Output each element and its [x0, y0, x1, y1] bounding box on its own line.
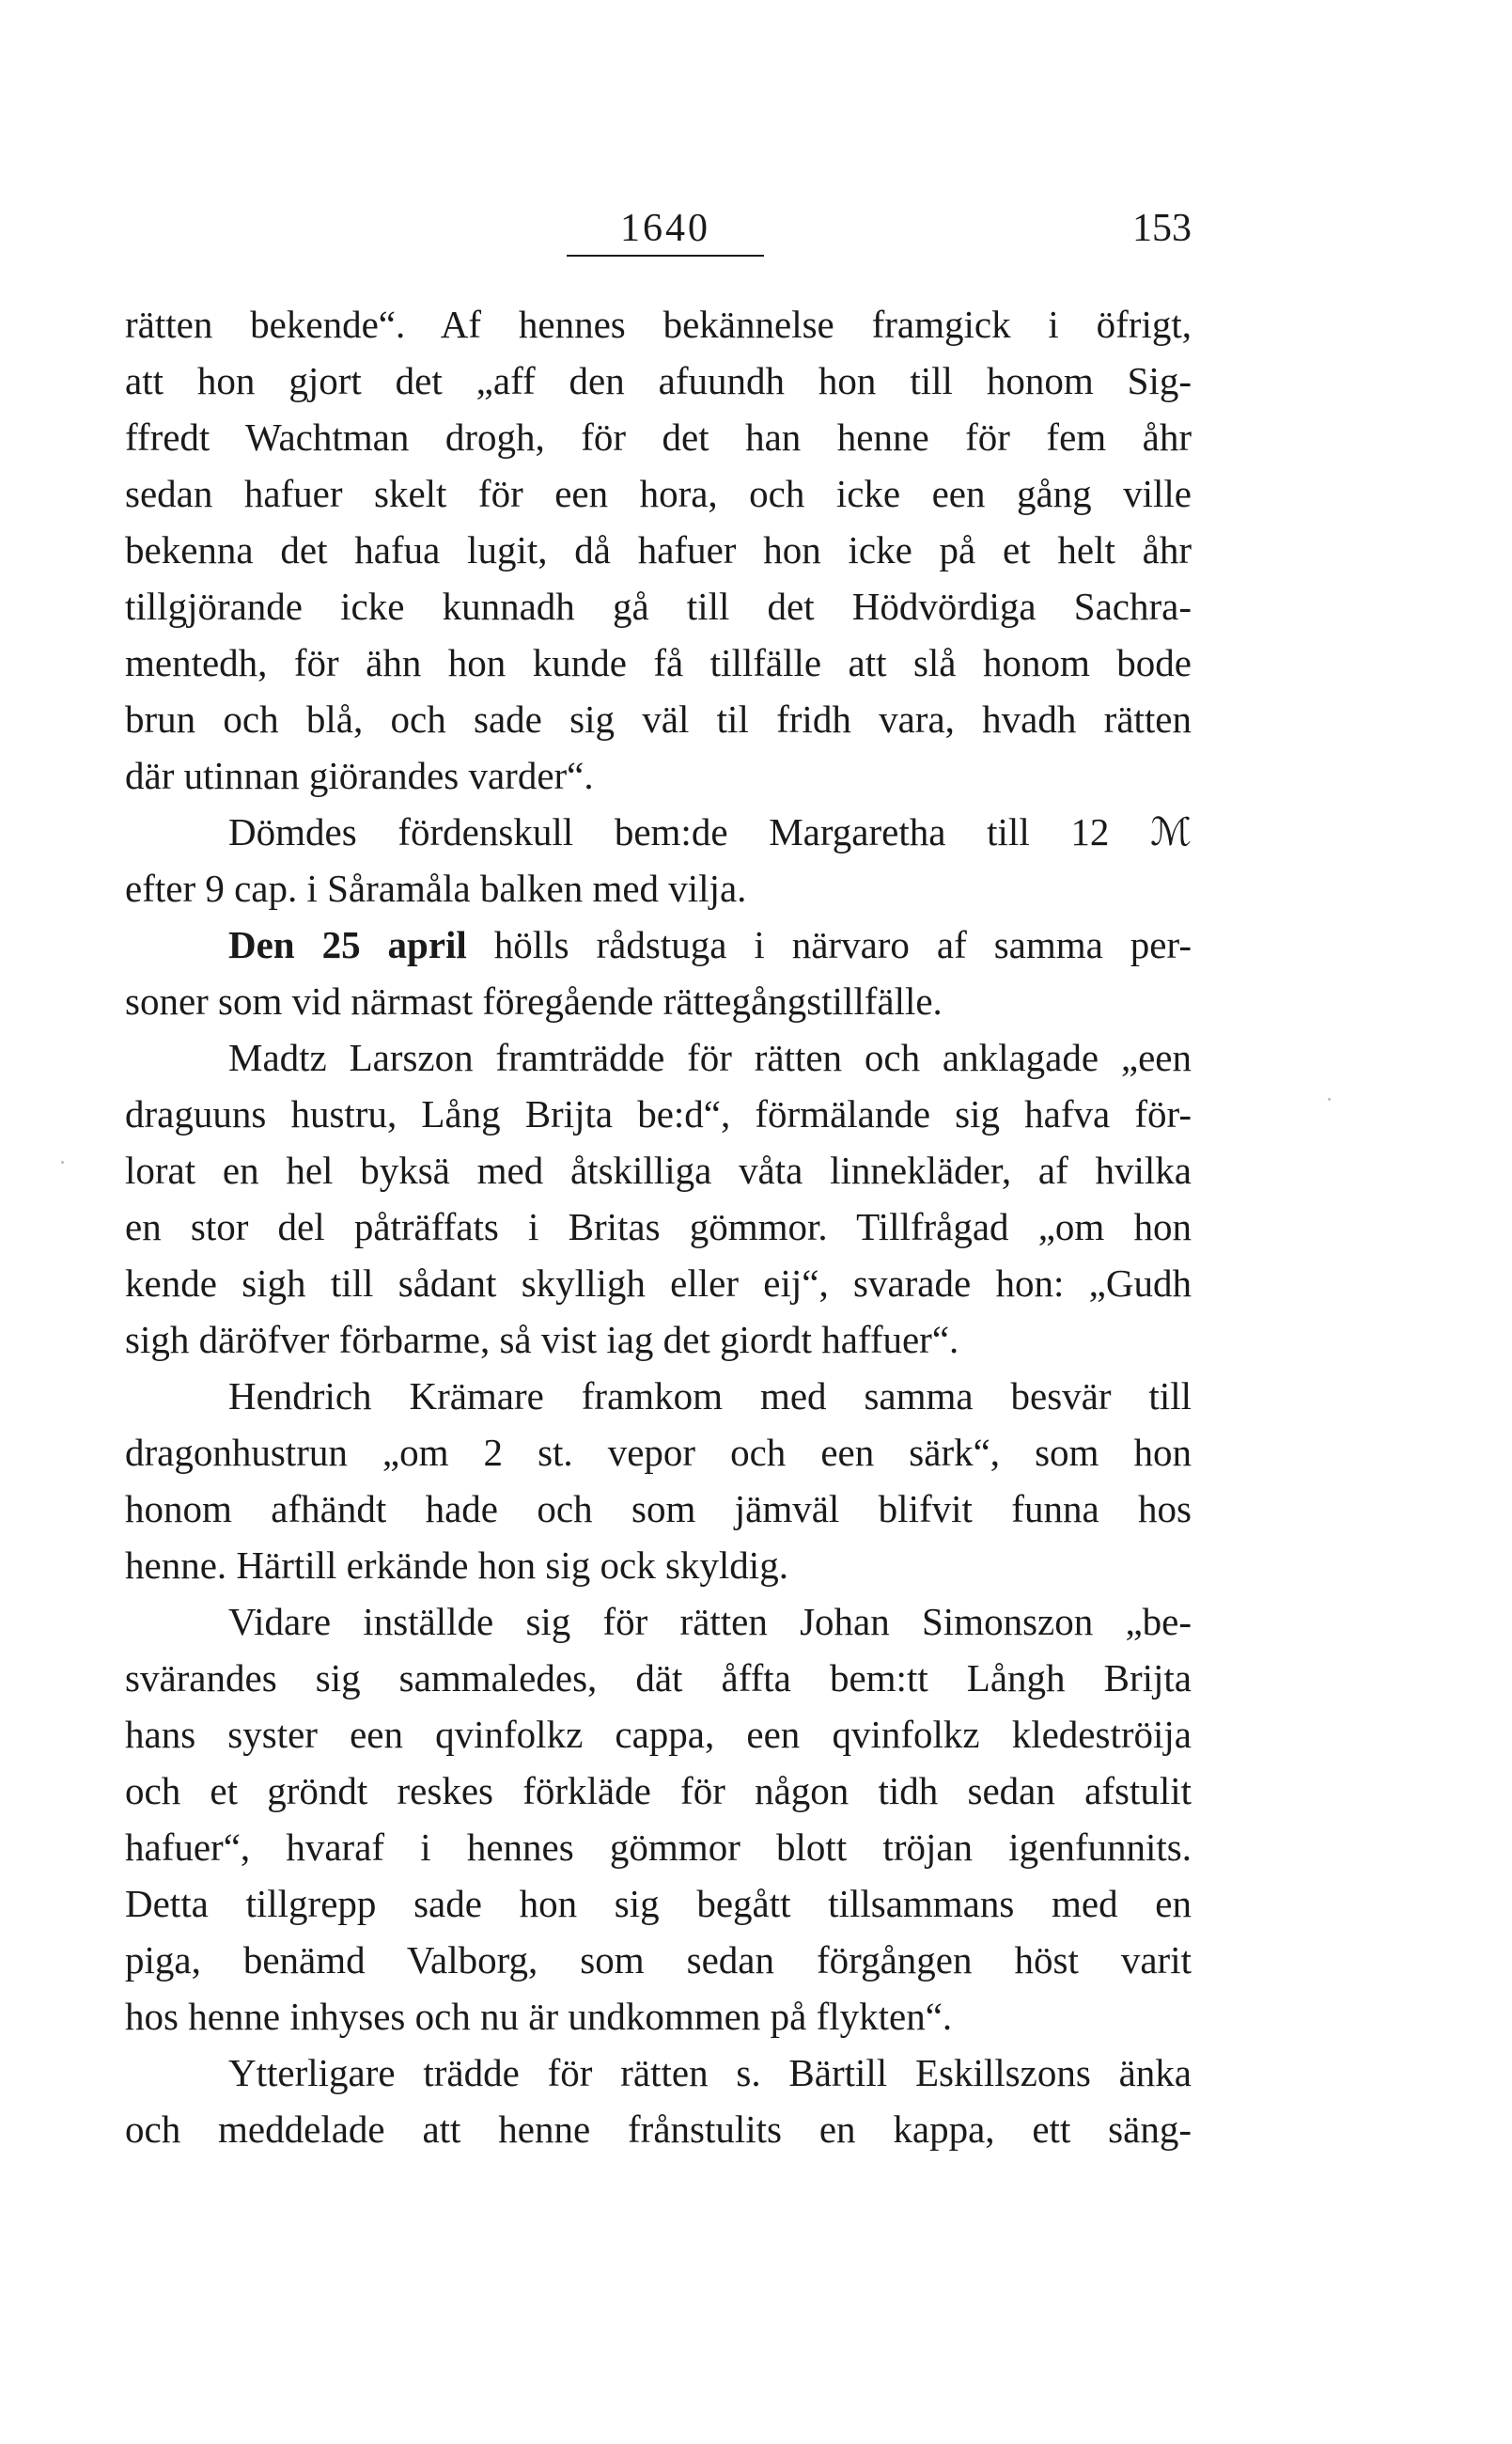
print-speck: [1328, 1098, 1331, 1101]
text-line: hafuer“, hvaraf i hennes gömmor blott tröjan igenfunnits.: [125, 1825, 1192, 1869]
text-line: honom afhändt hade och som jämväl blifvit funna hos: [125, 1487, 1192, 1530]
text-line: och meddelade att henne frånstulits en kappa, ett säng-: [125, 2107, 1192, 2151]
text-line: en stor del påträffats i Britas gömmor. Tillfrågad „om hon: [125, 1205, 1192, 1248]
text-line: och et gröndt reskes förkläde för någon tidh sedan afstulit: [125, 1769, 1192, 1812]
text-line: hans syster een qvinfolkz cappa, een qvinfolkz kledeströija: [125, 1713, 1192, 1756]
text-line: Vidare inställde sig för rätten Johan Simonszon „be-: [228, 1600, 1192, 1643]
text-line-with-date-heading: [125, 916, 1192, 973]
text-line: Hendrich Krämare framkom med samma besvär till: [228, 1374, 1192, 1418]
text-line: ffredt Wachtman drogh, för det han henne för fem åhr: [125, 415, 1192, 459]
text-line: soner som vid närmast föregående rättegångstillfälle.: [125, 979, 943, 1023]
text-line: svärandes sig sammaledes, dät åffta bem:tt Långh Brijta: [125, 1656, 1192, 1700]
text-line: rätten bekende“. Af hennes bekännelse framgick i öfrigt,: [125, 303, 1192, 346]
text-line: bekenna det hafua lugit, då hafuer hon icke på et helt åhr: [125, 528, 1192, 572]
running-head-year: 1640: [567, 202, 764, 257]
date-heading: Den 25 april: [228, 923, 467, 966]
page-header: [125, 202, 1192, 258]
text-line: att hon gjort det „aff den afuundh hon till honom Sig-: [125, 359, 1192, 402]
text-line: där utinnan giörandes varder“.: [125, 754, 594, 797]
text-line-rest: hölls rådstuga i närvaro af samma per-: [493, 923, 1192, 966]
text-line: kende sigh till sådant skylligh eller eij“, svarade hon: „Gudh: [125, 1261, 1192, 1305]
text-line: piga, benämd Valborg, som sedan förgången höst varit: [125, 1938, 1192, 1982]
text-line: Madtz Larszon framträdde för rätten och anklagade „een: [228, 1036, 1192, 1079]
text-line: draguuns hustru, Lång Brijta be:d“, förmälande sig hafva för-: [125, 1092, 1192, 1136]
text-line: Detta tillgrepp sade hon sig begått tillsammans med en: [125, 1882, 1192, 1925]
text-line: Dömdes fördenskull bem:de Margaretha till 12 ℳ: [228, 810, 1192, 854]
text-line: mentedh, för ähn hon kunde få tillfälle att slå honom bode: [125, 641, 1192, 684]
text-line: sedan hafuer skelt för een hora, och icke een gång ville: [125, 472, 1192, 515]
text-line: efter 9 cap. i Såramåla balken med vilja.: [125, 867, 747, 910]
page-number: 153: [1132, 207, 1192, 250]
text-line: Ytterligare trädde för rätten s. Bärtill Eskillszons änka: [228, 2051, 1192, 2094]
text-line: tillgjörande icke kunnadh gå till det Hödvördiga Sachra-: [125, 585, 1192, 628]
text-line: henne. Härtill erkände hon sig ock skyldig.: [125, 1543, 788, 1587]
text-line: hos henne inhyses och nu är undkommen på flykten“.: [125, 1995, 953, 2038]
print-speck: [61, 1161, 64, 1164]
text-line: sigh däröfver förbarme, så vist iag det giordt haffuer“.: [125, 1318, 959, 1361]
page-body: [125, 296, 1192, 2157]
text-line: brun och blå, och sade sig väl til fridh vara, hvadh rätten: [125, 697, 1192, 741]
text-line: lorat en hel byksä med åtskilliga våta linnekläder, af hvilka: [125, 1149, 1192, 1192]
text-line: dragonhustrun „om 2 st. vepor och een särk“, som hon: [125, 1431, 1192, 1474]
